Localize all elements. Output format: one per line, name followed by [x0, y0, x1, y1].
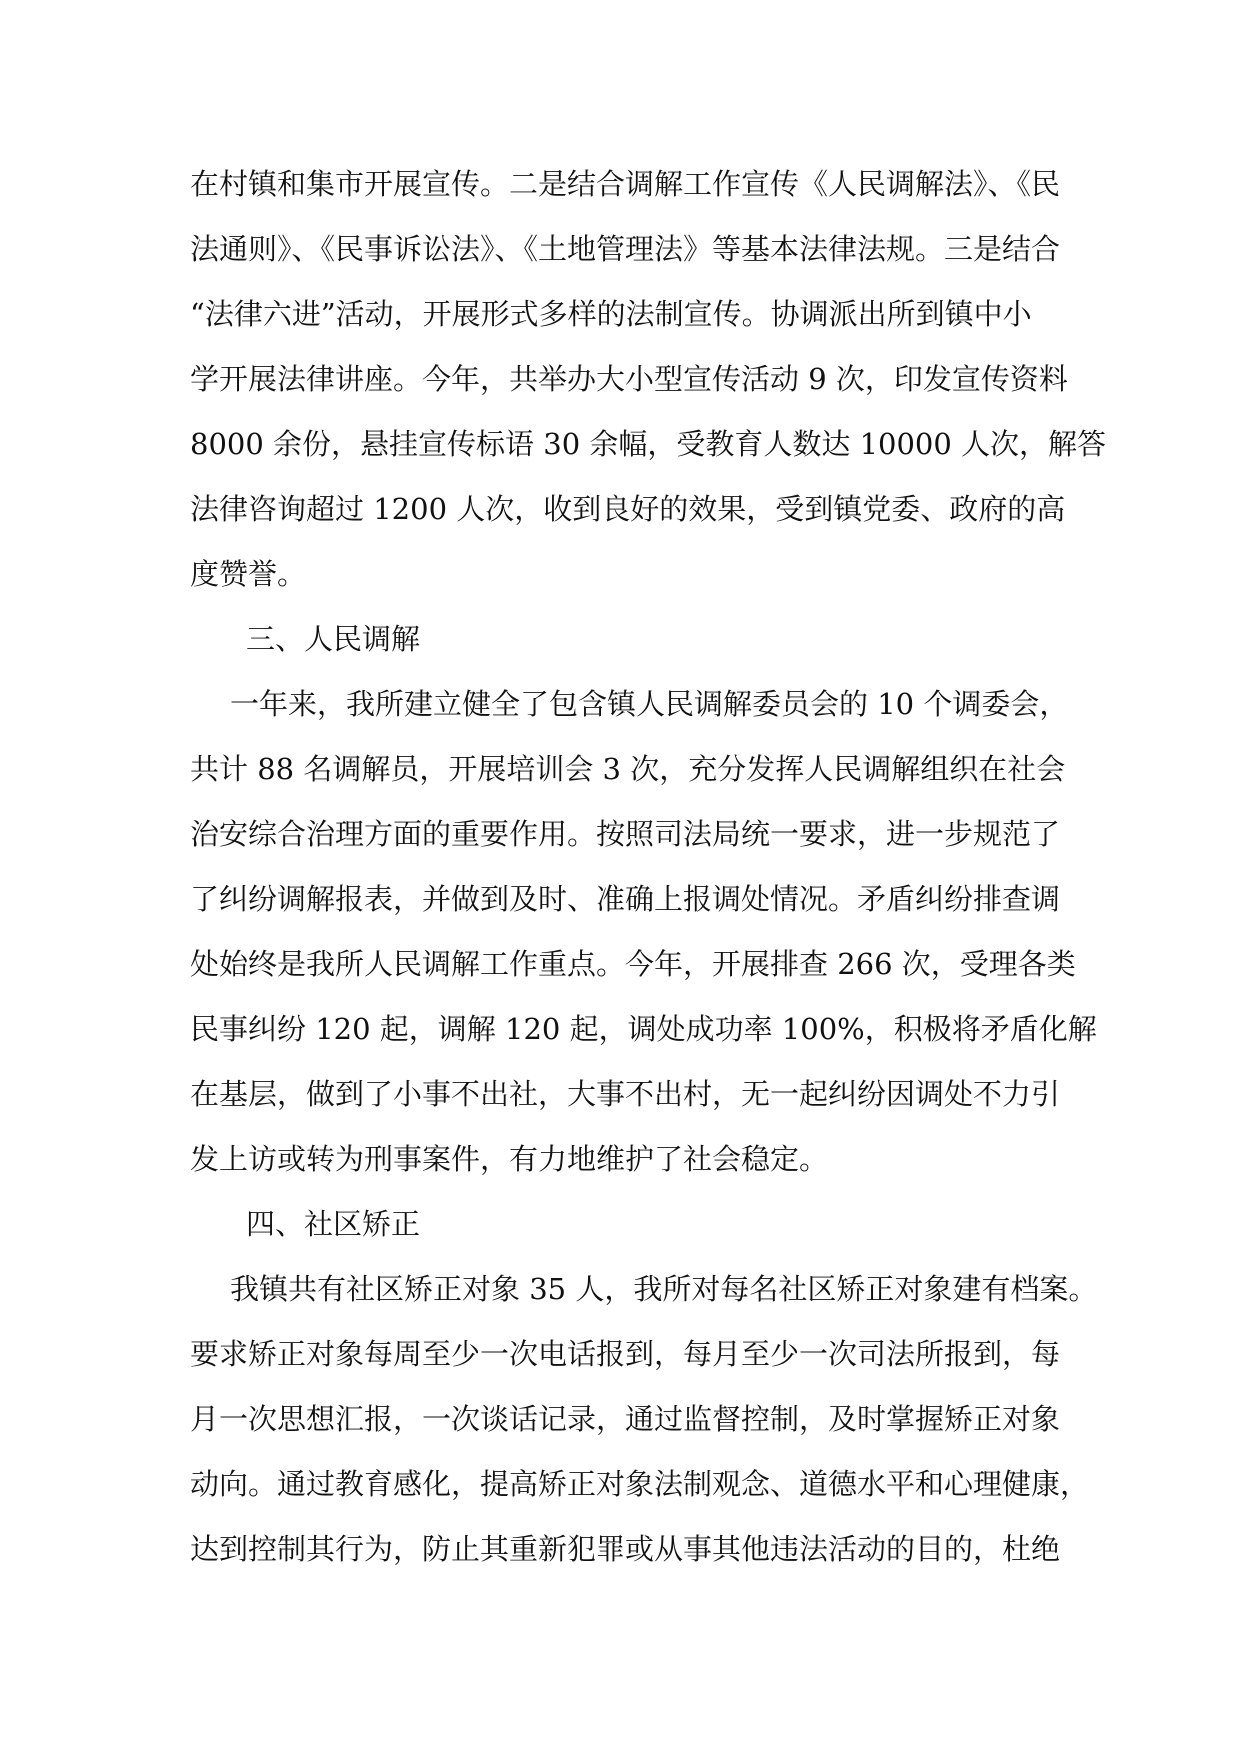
- paragraph-line: 治安综合治理方面的重要作用。按照司法局统一要求，进一步规范了: [190, 817, 1061, 851]
- section-heading: 三、人民调解: [246, 622, 421, 656]
- paragraph-line: 法通则》、《民事诉讼法》、《土地管理法》等基本法律法规。三是结合: [190, 232, 1061, 266]
- paragraph-line: 动向。通过教育感化，提高矫正对象法制观念、道德水平和心理健康，: [190, 1467, 1090, 1501]
- paragraph-line: 发上访或转为刑事案件，有力地维护了社会稳定。: [190, 1142, 829, 1176]
- paragraph-line: “法律六进”活动，开展形式多样的法制宣传。协调派出所到镇中小: [190, 297, 1032, 331]
- paragraph-line: 我镇共有社区矫正对象 35 人，我所对每名社区矫正对象建有档案。: [230, 1272, 1098, 1306]
- paragraph-line: 共计 88 名调解员，开展培训会 3 次，充分发挥人民调解组织在社会: [190, 752, 1066, 786]
- paragraph-line: 了纠纷调解报表，并做到及时、准确上报调处情况。矛盾纠纷排查调: [190, 882, 1061, 916]
- paragraph-line: 8000 余份，悬挂宣传标语 30 余幅，受教育人数达 10000 人次，解答: [190, 427, 1107, 461]
- paragraph-line: 要求矫正对象每周至少一次电话报到，每月至少一次司法所报到，每: [190, 1337, 1061, 1371]
- document-body: [190, 152, 1107, 1582]
- paragraph-line: 学开展法律讲座。今年，共举办大小型宣传活动 9 次，印发宣传资料: [190, 362, 1068, 396]
- paragraph-line: 处始终是我所人民调解工作重点。今年，开展排查 266 次，受理各类: [190, 947, 1076, 981]
- paragraph-line: 度赞誉。: [190, 557, 307, 591]
- paragraph-line: 月一次思想汇报，一次谈话记录，通过监督控制，及时掌握矫正对象: [190, 1402, 1061, 1436]
- paragraph-line: 在村镇和集市开展宣传。二是结合调解工作宣传《人民调解法》、《民: [190, 167, 1061, 201]
- paragraph-line: 一年来，我所建立健全了包含镇人民调解委员会的 10 个调委会，: [230, 687, 1069, 721]
- paragraph-line: 民事纠纷 120 起，调解 120 起，调处成功率 100%，积极将矛盾化解: [190, 1012, 1097, 1046]
- paragraph-line: 在基层，做到了小事不出社，大事不出村，无一起纠纷因调处不力引: [190, 1077, 1061, 1111]
- section-heading: 四、社区矫正: [246, 1207, 421, 1241]
- paragraph-line: 法律咨询超过 1200 人次，收到良好的效果，受到镇党委、政府的高: [190, 492, 1066, 526]
- paragraph-line: 达到控制其行为，防止其重新犯罪或从事其他违法活动的目的，杜绝: [190, 1532, 1061, 1566]
